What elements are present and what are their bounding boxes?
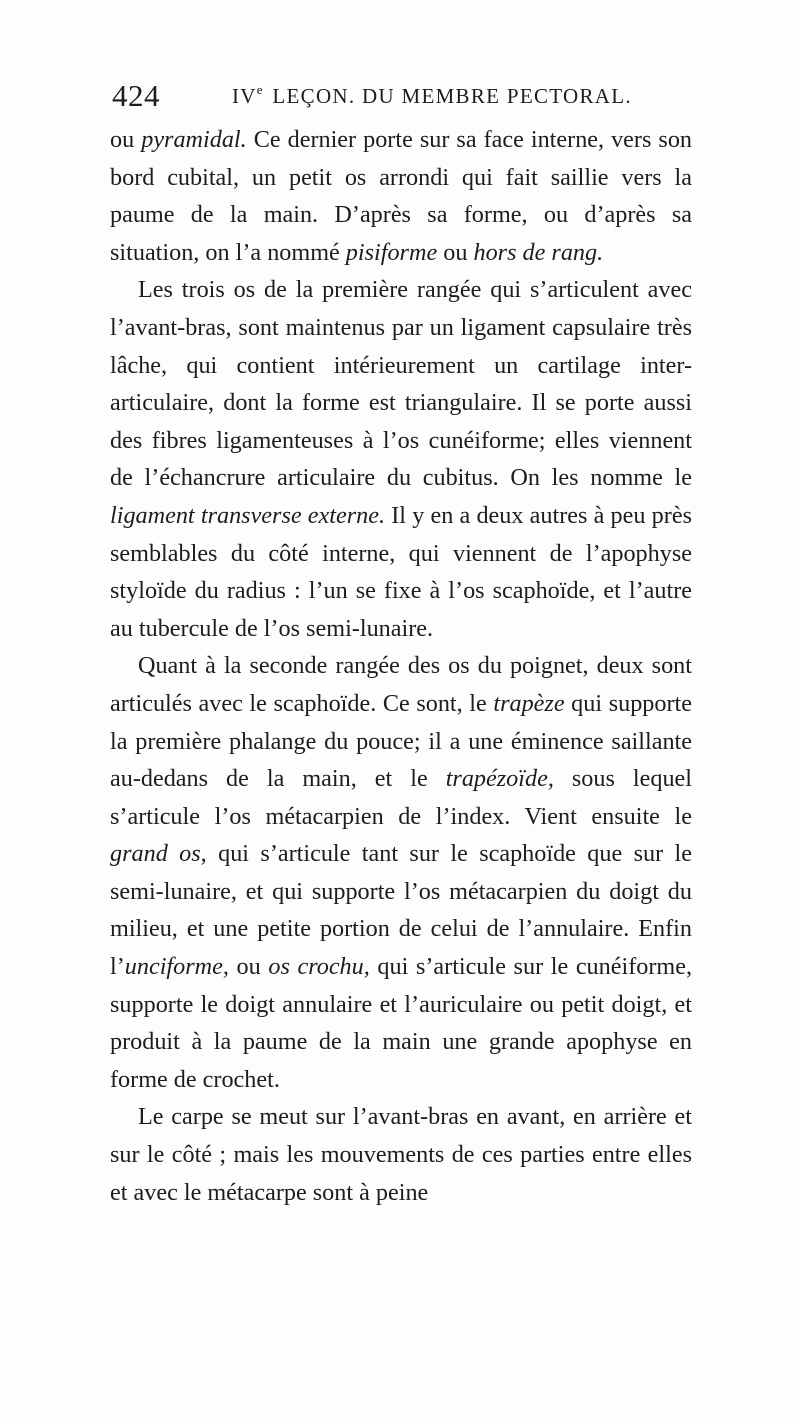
text-run: ou — [228, 953, 269, 981]
page-number: 424 — [112, 78, 160, 113]
italic-term: pyramidal. — [141, 126, 247, 153]
text-run: ou — [110, 126, 142, 153]
italic-term: trapézoïde, — [445, 765, 554, 793]
italic-term: trapèze — [493, 689, 565, 717]
text-run: qui s’articule tant sur le scaphoïde que sur le semi-lunaire, et qui supporte l’os métacarpien du doigt du milieu, et une petite portion de celui de l’annulaire. Enfin l’ — [110, 840, 692, 981]
text-run: Le carpe se meut sur l’avant-bras en avant, en arrière et sur le côté ; mais les mouvements de ces parties entre elles et avec le métacarpe sont à peine — [110, 1103, 692, 1206]
running-title — [232, 82, 632, 109]
body-text — [110, 121, 692, 1211]
italic-term: hors de rang. — [473, 238, 604, 266]
paragraph — [110, 647, 692, 1098]
paragraph — [110, 121, 692, 271]
italic-term: os crochu, — [268, 953, 370, 981]
text-run: qui s’articule sur le cunéiforme, supporte le doigt annulaire et l’auriculaire ou petit doigt, et produit à la paume de la main une grande apophyse en forme de crochet. — [110, 953, 692, 1093]
italic-term: pisiforme — [345, 238, 438, 266]
page-header — [112, 78, 712, 114]
running-title-text: LEÇON. DU MEMBRE PECTORAL. — [272, 84, 632, 108]
lesson-ordinal: IV — [232, 84, 257, 108]
text-run: qui supporte la première phalange du pouce; il a une éminence saillante au-dedans de la main, et le — [110, 689, 692, 793]
paragraph — [110, 1098, 692, 1211]
paragraph — [110, 271, 692, 647]
text-run: Il y en a deux autres à peu près semblables du côté interne, qui viennent de l’apophyse styloïde du radius : l’un se fixe à l’os scaphoïde, et l’autre au tubercule de l’os semi-lunaire. — [110, 501, 692, 642]
lesson-ordinal-suffix: e — [256, 82, 264, 97]
text-run: Les trois os de la première rangée qui s’articulent avec l’avant-bras, sont maintenus par un ligament capsulaire très lâche, qui contient intérieurement un cartilage inter-articulaire, dont la forme est triangulaire. Il se porte aussi des fibres ligamenteuses à l’os cunéiforme; elles viennent de l’échancrure articulaire du cubitus. On les nomme le — [110, 276, 692, 492]
italic-term: grand os, — [110, 840, 207, 868]
text-run: Ce dernier porte sur sa face interne, vers son bord cubital, un petit os arrondi qui fait saillie vers la paume de la main. D’après sa forme, ou d’après sa situation, on l’a nommé — [110, 126, 693, 266]
text-run: Quant à la seconde rangée des os du poignet, deux sont articulés avec le scaphoïde. Ce sont, le — [110, 652, 692, 717]
text-run: ou — [437, 238, 474, 266]
italic-term: ligament transverse externe. — [110, 501, 386, 529]
italic-term: unciforme, — [124, 953, 229, 981]
text-run: sous lequel s’articule l’os métacarpien de l’index. Vient ensuite le — [110, 765, 692, 830]
